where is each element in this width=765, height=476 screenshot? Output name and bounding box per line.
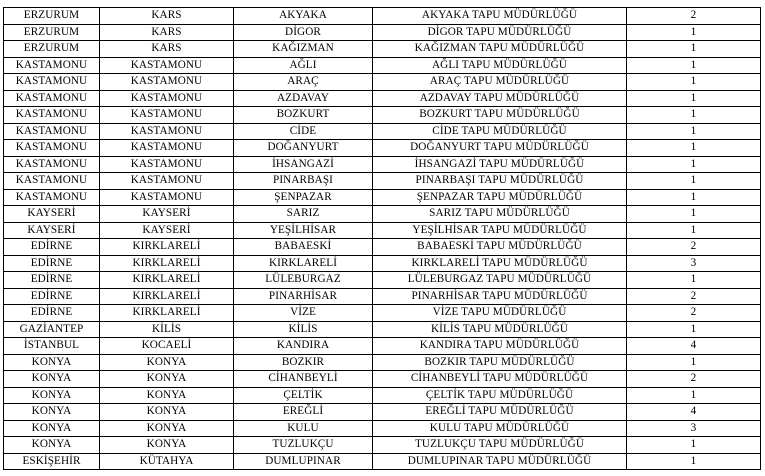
table-row	[4, 74, 761, 91]
province-cell: KONYA	[100, 404, 234, 421]
count-cell: 1	[627, 387, 761, 404]
table-row	[4, 24, 761, 41]
regional-directorate-cell: KASTAMONU	[4, 140, 100, 157]
regional-directorate-cell: ERZURUM	[4, 24, 100, 41]
regional-directorate-cell: EDİRNE	[4, 272, 100, 289]
province-cell: KONYA	[100, 437, 234, 454]
count-cell: 1	[627, 206, 761, 223]
province-cell: KARS	[100, 41, 234, 58]
table-row	[4, 354, 761, 371]
count-cell: 4	[627, 338, 761, 355]
province-cell: KONYA	[100, 354, 234, 371]
province-cell: KİLİS	[100, 321, 234, 338]
office-name-cell: AKYAKA TAPU MÜDÜRLÜĞÜ	[373, 8, 627, 25]
province-cell: KASTAMONU	[100, 107, 234, 124]
district-cell: TUZLUKÇU	[234, 437, 373, 454]
regional-directorate-cell: KASTAMONU	[4, 74, 100, 91]
province-cell: KONYA	[100, 420, 234, 437]
province-cell: KONYA	[100, 387, 234, 404]
table-row	[4, 321, 761, 338]
count-cell: 1	[627, 354, 761, 371]
count-cell: 1	[627, 41, 761, 58]
province-cell: KIRKLARELİ	[100, 272, 234, 289]
office-name-cell: PINARHİSAR TAPU MÜDÜRLÜĞÜ	[373, 288, 627, 305]
district-cell: LÜLEBURGAZ	[234, 272, 373, 289]
regional-directorate-cell: EDİRNE	[4, 239, 100, 256]
regional-directorate-cell: ERZURUM	[4, 41, 100, 58]
office-name-cell: CİHANBEYLİ TAPU MÜDÜRLÜĞÜ	[373, 371, 627, 388]
count-cell: 1	[627, 156, 761, 173]
province-cell: KASTAMONU	[100, 173, 234, 190]
province-cell: KIRKLARELİ	[100, 239, 234, 256]
office-name-cell: TUZLUKÇU TAPU MÜDÜRLÜĞÜ	[373, 437, 627, 454]
regional-directorate-cell: KONYA	[4, 371, 100, 388]
regional-directorate-cell: KASTAMONU	[4, 156, 100, 173]
office-name-cell: BOZKURT TAPU MÜDÜRLÜĞÜ	[373, 107, 627, 124]
regional-directorate-cell: KONYA	[4, 387, 100, 404]
district-cell: PINARHİSAR	[234, 288, 373, 305]
province-cell: KASTAMONU	[100, 123, 234, 140]
province-cell: KIRKLARELİ	[100, 288, 234, 305]
count-cell: 4	[627, 404, 761, 421]
district-cell: CİDE	[234, 123, 373, 140]
district-cell: AĞLI	[234, 57, 373, 74]
regional-directorate-cell: İSTANBUL	[4, 338, 100, 355]
district-cell: KIRKLARELİ	[234, 255, 373, 272]
regional-directorate-cell: KONYA	[4, 404, 100, 421]
office-name-cell: ŞENPAZAR TAPU MÜDÜRLÜĞÜ	[373, 189, 627, 206]
province-cell: KASTAMONU	[100, 57, 234, 74]
province-cell: KASTAMONU	[100, 74, 234, 91]
province-cell: KIRKLARELİ	[100, 255, 234, 272]
regional-directorate-cell: KASTAMONU	[4, 123, 100, 140]
count-cell: 2	[627, 8, 761, 25]
district-cell: DİGOR	[234, 24, 373, 41]
district-cell: ARAÇ	[234, 74, 373, 91]
count-cell: 1	[627, 321, 761, 338]
office-name-cell: İHSANGAZİ TAPU MÜDÜRLÜĞÜ	[373, 156, 627, 173]
regional-directorate-cell: KAYSERİ	[4, 222, 100, 239]
table-row	[4, 288, 761, 305]
office-name-cell: KULU TAPU MÜDÜRLÜĞÜ	[373, 420, 627, 437]
table-row	[4, 173, 761, 190]
district-cell: CİHANBEYLİ	[234, 371, 373, 388]
table-row	[4, 57, 761, 74]
district-cell: BOZKIR	[234, 354, 373, 371]
regional-directorate-cell: KASTAMONU	[4, 90, 100, 107]
district-cell: DOĞANYURT	[234, 140, 373, 157]
regional-directorate-cell: KASTAMONU	[4, 189, 100, 206]
count-cell: 2	[627, 239, 761, 256]
regional-directorate-cell: KASTAMONU	[4, 173, 100, 190]
province-cell: KARS	[100, 24, 234, 41]
office-name-cell: KANDIRA TAPU MÜDÜRLÜĞÜ	[373, 338, 627, 355]
office-name-cell: KİLİS TAPU MÜDÜRLÜĞÜ	[373, 321, 627, 338]
district-cell: YEŞİLHİSAR	[234, 222, 373, 239]
district-cell: DUMLUPINAR	[234, 453, 373, 470]
count-cell: 1	[627, 272, 761, 289]
table-row	[4, 206, 761, 223]
office-name-cell: ARAÇ TAPU MÜDÜRLÜĞÜ	[373, 74, 627, 91]
count-cell: 2	[627, 305, 761, 322]
regional-directorate-cell: KONYA	[4, 420, 100, 437]
regional-directorate-cell: EDİRNE	[4, 288, 100, 305]
district-cell: BOZKURT	[234, 107, 373, 124]
count-cell: 1	[627, 453, 761, 470]
district-cell: ÇELTİK	[234, 387, 373, 404]
count-cell: 1	[627, 24, 761, 41]
count-cell: 1	[627, 107, 761, 124]
province-cell: KAYSERİ	[100, 222, 234, 239]
office-name-cell: AĞLI TAPU MÜDÜRLÜĞÜ	[373, 57, 627, 74]
district-cell: AZDAVAY	[234, 90, 373, 107]
district-cell: BABAESKİ	[234, 239, 373, 256]
count-cell: 3	[627, 255, 761, 272]
land-registry-table	[3, 7, 761, 470]
count-cell: 1	[627, 437, 761, 454]
district-cell: PINARBAŞI	[234, 173, 373, 190]
table-row	[4, 41, 761, 58]
table-row	[4, 272, 761, 289]
table-row	[4, 8, 761, 25]
count-cell: 2	[627, 371, 761, 388]
office-name-cell: ÇELTİK TAPU MÜDÜRLÜĞÜ	[373, 387, 627, 404]
table-row	[4, 387, 761, 404]
office-name-cell: KAĞIZMAN TAPU MÜDÜRLÜĞÜ	[373, 41, 627, 58]
province-cell: KONYA	[100, 371, 234, 388]
count-cell: 1	[627, 74, 761, 91]
office-name-cell: KIRKLARELİ TAPU MÜDÜRLÜĞÜ	[373, 255, 627, 272]
table-row	[4, 437, 761, 454]
district-cell: VİZE	[234, 305, 373, 322]
table-row	[4, 222, 761, 239]
regional-directorate-cell: GAZİANTEP	[4, 321, 100, 338]
count-cell: 1	[627, 123, 761, 140]
table-row	[4, 420, 761, 437]
table-row	[4, 338, 761, 355]
office-name-cell: AZDAVAY TAPU MÜDÜRLÜĞÜ	[373, 90, 627, 107]
count-cell: 1	[627, 189, 761, 206]
regional-directorate-cell: KAYSERİ	[4, 206, 100, 223]
regional-directorate-cell: EDİRNE	[4, 305, 100, 322]
count-cell: 3	[627, 420, 761, 437]
regional-directorate-cell: ESKİŞEHİR	[4, 453, 100, 470]
district-cell: İHSANGAZİ	[234, 156, 373, 173]
district-cell: KİLİS	[234, 321, 373, 338]
province-cell: KOCAELİ	[100, 338, 234, 355]
count-cell: 1	[627, 140, 761, 157]
table-row	[4, 189, 761, 206]
regional-directorate-cell: KASTAMONU	[4, 107, 100, 124]
district-cell: KULU	[234, 420, 373, 437]
table-row	[4, 239, 761, 256]
regional-directorate-cell: KASTAMONU	[4, 57, 100, 74]
district-cell: KANDIRA	[234, 338, 373, 355]
count-cell: 2	[627, 288, 761, 305]
table-row	[4, 404, 761, 421]
province-cell: KAYSERİ	[100, 206, 234, 223]
province-cell: KASTAMONU	[100, 189, 234, 206]
province-cell: KÜTAHYA	[100, 453, 234, 470]
district-cell: AKYAKA	[234, 8, 373, 25]
table-row	[4, 107, 761, 124]
regional-directorate-cell: EDİRNE	[4, 255, 100, 272]
district-cell: SARIZ	[234, 206, 373, 223]
province-cell: KARS	[100, 8, 234, 25]
office-name-cell: CİDE TAPU MÜDÜRLÜĞÜ	[373, 123, 627, 140]
province-cell: KASTAMONU	[100, 90, 234, 107]
office-name-cell: PINARBAŞI TAPU MÜDÜRLÜĞÜ	[373, 173, 627, 190]
office-name-cell: YEŞİLHİSAR TAPU MÜDÜRLÜĞÜ	[373, 222, 627, 239]
office-name-cell: BOZKIR TAPU MÜDÜRLÜĞÜ	[373, 354, 627, 371]
office-name-cell: BABAESKİ TAPU MÜDÜRLÜĞÜ	[373, 239, 627, 256]
office-name-cell: DUMLUPINAR TAPU MÜDÜRLÜĞÜ	[373, 453, 627, 470]
province-cell: KIRKLARELİ	[100, 305, 234, 322]
table-row	[4, 371, 761, 388]
table-row	[4, 255, 761, 272]
district-cell: ŞENPAZAR	[234, 189, 373, 206]
province-cell: KASTAMONU	[100, 140, 234, 157]
count-cell: 1	[627, 57, 761, 74]
table-row	[4, 140, 761, 157]
office-name-cell: LÜLEBURGAZ TAPU MÜDÜRLÜĞÜ	[373, 272, 627, 289]
office-name-cell: DOĞANYURT TAPU MÜDÜRLÜĞÜ	[373, 140, 627, 157]
count-cell: 1	[627, 222, 761, 239]
table-body	[4, 8, 761, 470]
table-row	[4, 156, 761, 173]
table-row	[4, 90, 761, 107]
table-row	[4, 453, 761, 470]
count-cell: 1	[627, 90, 761, 107]
district-cell: EREĞLİ	[234, 404, 373, 421]
count-cell: 1	[627, 173, 761, 190]
district-cell: KAĞIZMAN	[234, 41, 373, 58]
province-cell: KASTAMONU	[100, 156, 234, 173]
office-name-cell: VİZE TAPU MÜDÜRLÜĞÜ	[373, 305, 627, 322]
office-name-cell: EREĞLİ TAPU MÜDÜRLÜĞÜ	[373, 404, 627, 421]
office-name-cell: SARIZ TAPU MÜDÜRLÜĞÜ	[373, 206, 627, 223]
regional-directorate-cell: ERZURUM	[4, 8, 100, 25]
office-name-cell: DİGOR TAPU MÜDÜRLÜĞÜ	[373, 24, 627, 41]
table-row	[4, 123, 761, 140]
table-row	[4, 305, 761, 322]
document-table-wrapper	[3, 7, 761, 470]
regional-directorate-cell: KONYA	[4, 354, 100, 371]
regional-directorate-cell: KONYA	[4, 437, 100, 454]
